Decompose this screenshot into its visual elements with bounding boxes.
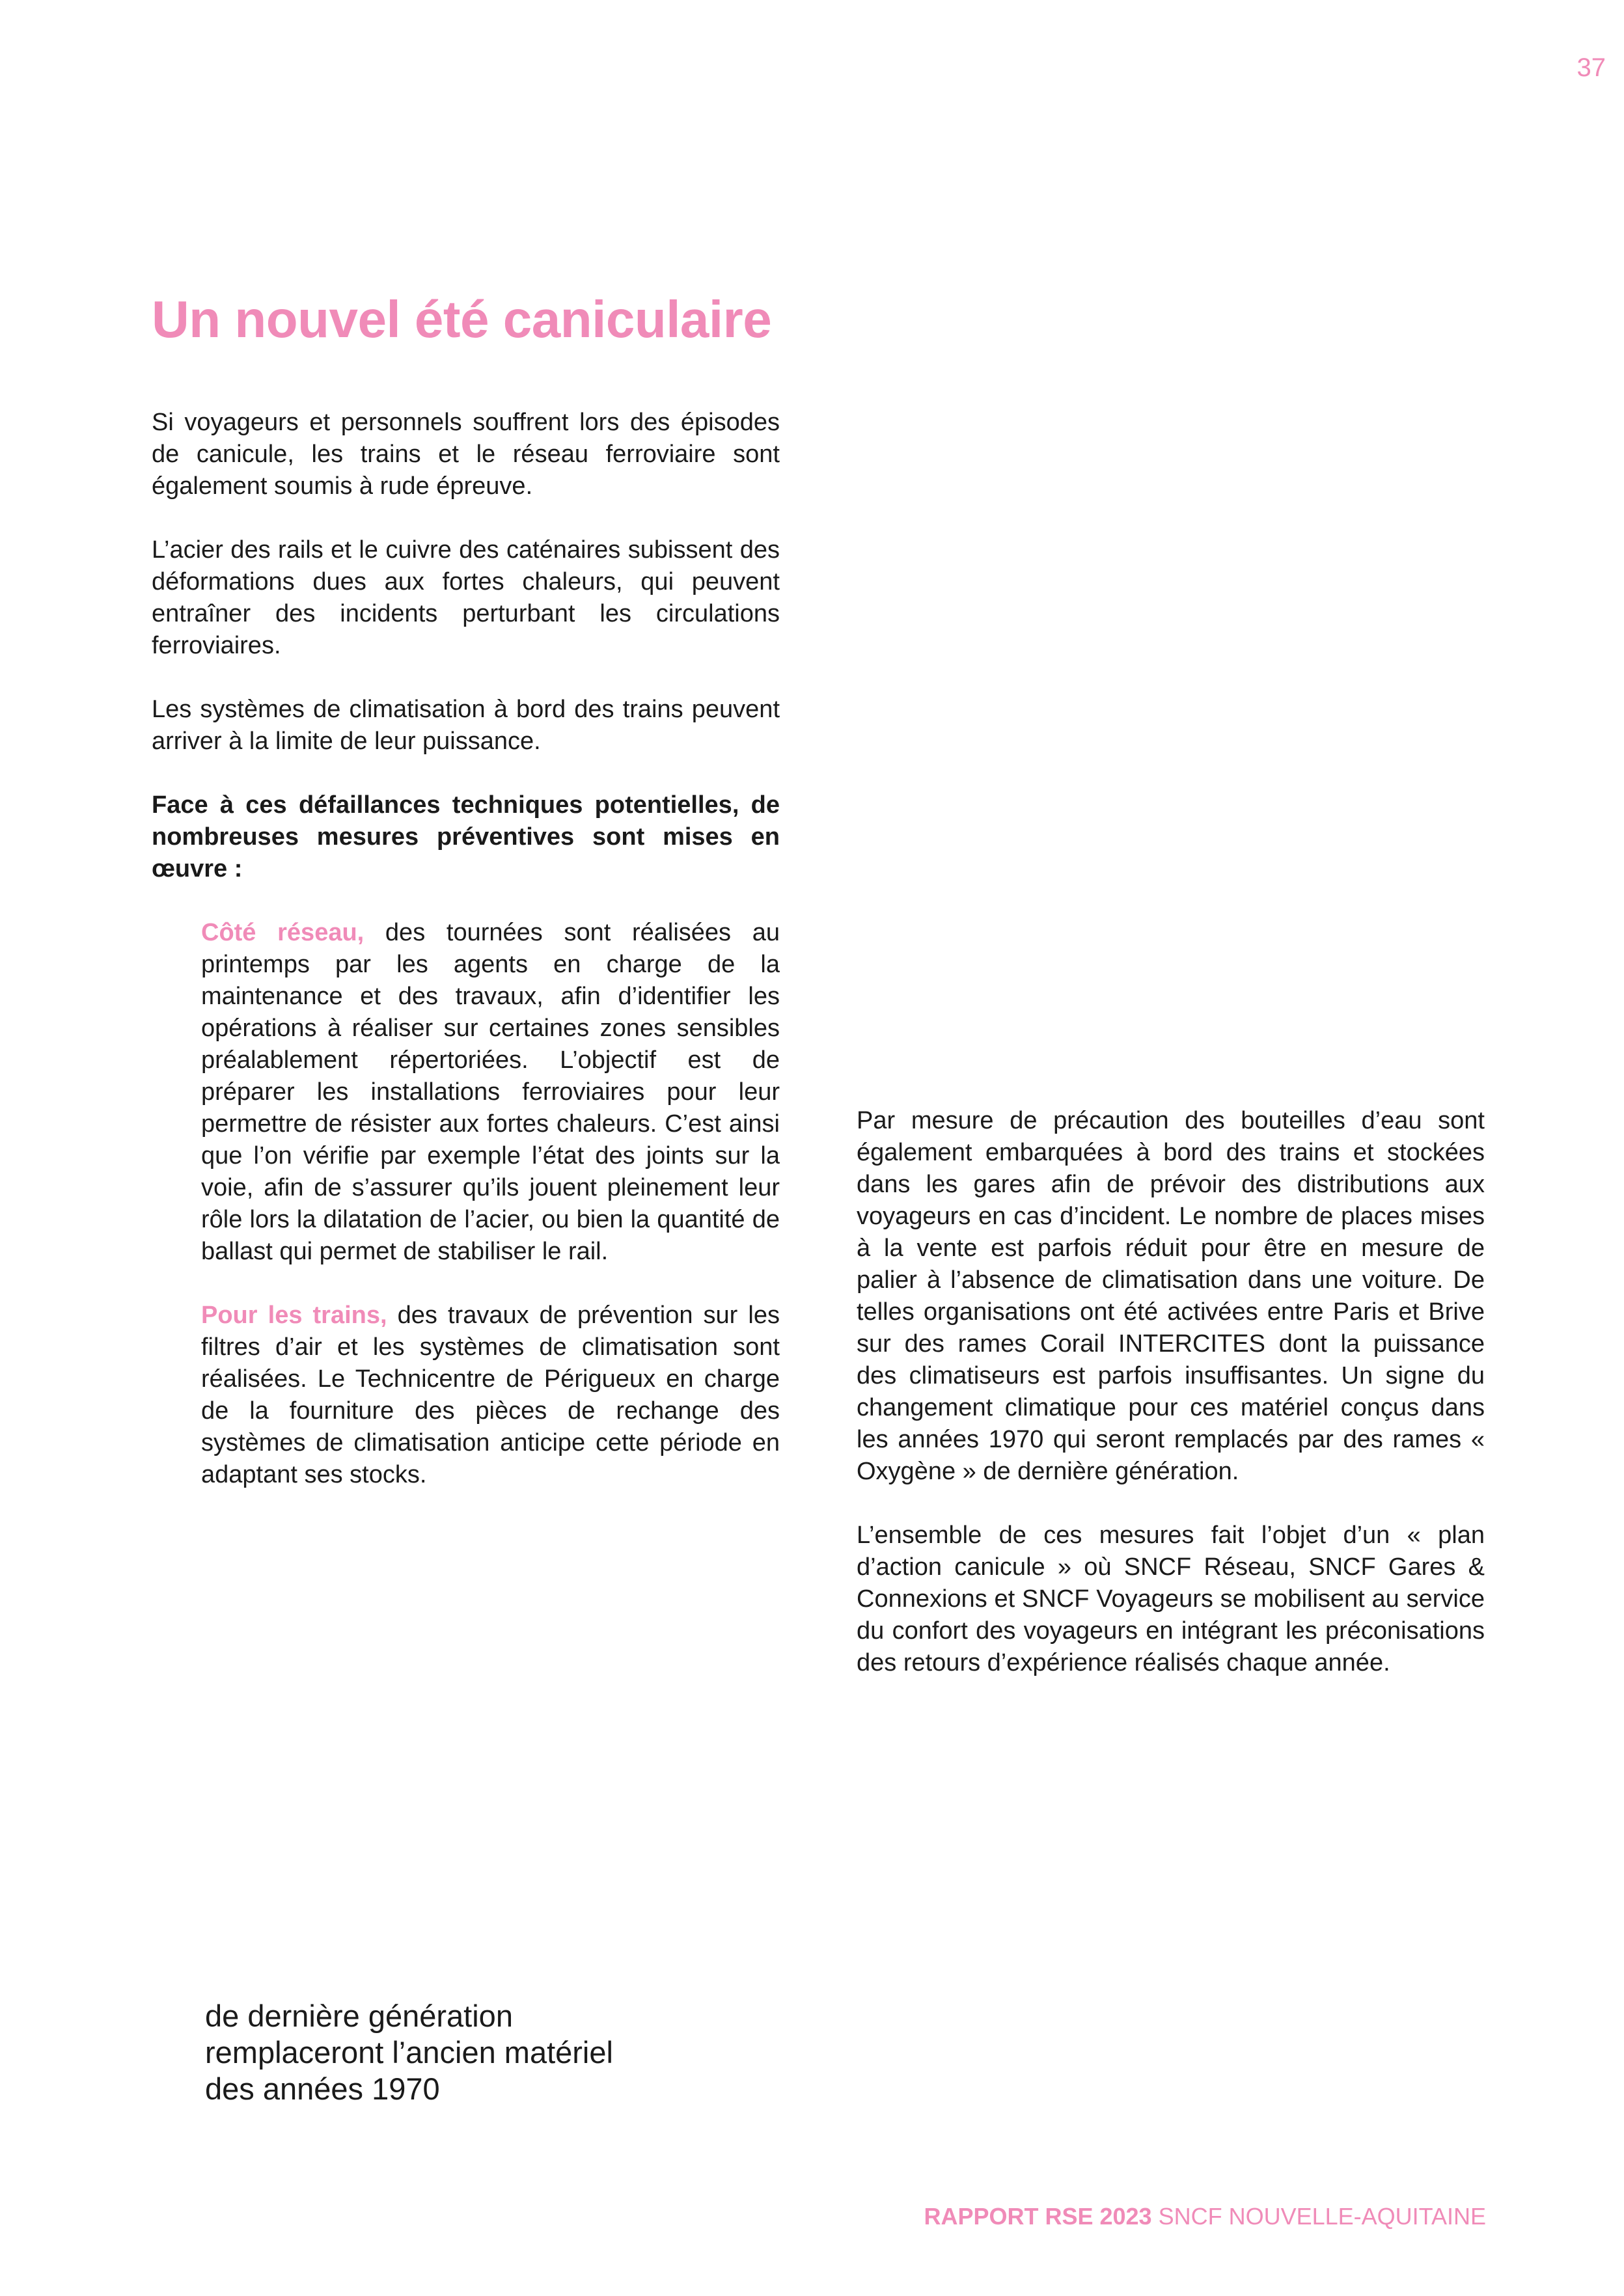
footer-organization: SNCF NOUVELLE-AQUITAINE: [1151, 2203, 1486, 2230]
trains-measure-item: [152, 1300, 780, 1491]
right-column: [857, 1105, 1485, 1679]
footer-report-title: RAPPORT RSE 2023: [924, 2203, 1152, 2230]
pull-quote-line: des années 1970: [205, 2071, 440, 2106]
trains-measure-lead: Pour les trains,: [201, 1302, 387, 1329]
network-measure-lead: Côté réseau,: [201, 919, 365, 946]
network-measure-text: des tournées sont réalisées au printemps par les agents en charge de la maintenance et des travaux, afin d’identifier les opérations à réaliser sur certaines zones sensibles préalablement répertoriées. L’objectif est de préparer les installations ferroviaires pour leur permettre de résister aux fortes chaleurs. C’est ainsi que l’on vérifie par exemple l’état des joints sur la voie, afin de s’assurer qu’ils jouent pleinement leur rôle lors la dilatation de l’acier, ou bien la quantité de ballast qui permet de stabiliser le rail.: [201, 919, 780, 1265]
page-title: Un nouvel été caniculaire: [152, 290, 772, 348]
rails-paragraph: L’acier des rails et le cuivre des caténaires subissent des déformations dues aux fortes chaleurs, qui peuvent entraîner des incidents perturbant les circulations ferroviaires.: [152, 536, 780, 659]
intro-paragraph: Si voyageurs et personnels souffrent lors des épisodes de canicule, les trains et le réseau ferroviaire sont également soumis à rude épreuve.: [152, 409, 780, 500]
action-plan-paragraph: L’ensemble de ces mesures fait l’objet d’un « plan d’action canicule » où SNCF Réseau, SNCF Gares & Connexions et SNCF Voyageurs se mobilisent au service du confort des voyageurs en intégrant les préconisations des retours d’expérience réalisés chaque année.: [857, 1522, 1485, 1676]
network-measure-item: [152, 917, 780, 1268]
measures-intro: Face à ces défaillances techniques potentielles, de nombreuses mesures préventives sont mises en œuvre :: [152, 791, 780, 882]
pull-quote-line: remplaceront l’ancien matériel: [205, 2035, 613, 2070]
trains-measure-text: des travaux de prévention sur les filtres d’air et les systèmes de climatisation sont réalisées. Le Technicentre de Périgueux en charge de la fourniture des pièces de rechange des systèmes de climatisation anticipe cette période en adaptant ses stocks.: [201, 1302, 780, 1488]
report-footer: [924, 2203, 1486, 2230]
page-number: 37: [1576, 53, 1606, 82]
pull-quote: [205, 1998, 726, 2107]
left-column: [152, 407, 780, 1491]
climatisation-paragraph: Les systèmes de climatisation à bord des trains peuvent arriver à la limite de leur puissance.: [152, 696, 780, 755]
water-bottles-paragraph: Par mesure de précaution des bouteilles d’eau sont également embarquées à bord des trains et stockées dans les gares afin de prévoir des distributions aux voyageurs en cas d’incident. Le nombre de places mises à la vente est parfois réduit pour être en mesure de palier à l’absence de climatisation dans une voiture. De telles organisations ont été activées entre Paris et Brive sur des rames Corail INTERCITES dont la puissance des climatiseurs est parfois insuffisantes. Un signe du changement climatique pour ces matériel conçus dans les années 1970 qui seront remplacés par des rames « Oxygène » de dernière génération.: [857, 1107, 1485, 1485]
pull-quote-line: de dernière génération: [205, 1999, 513, 2033]
